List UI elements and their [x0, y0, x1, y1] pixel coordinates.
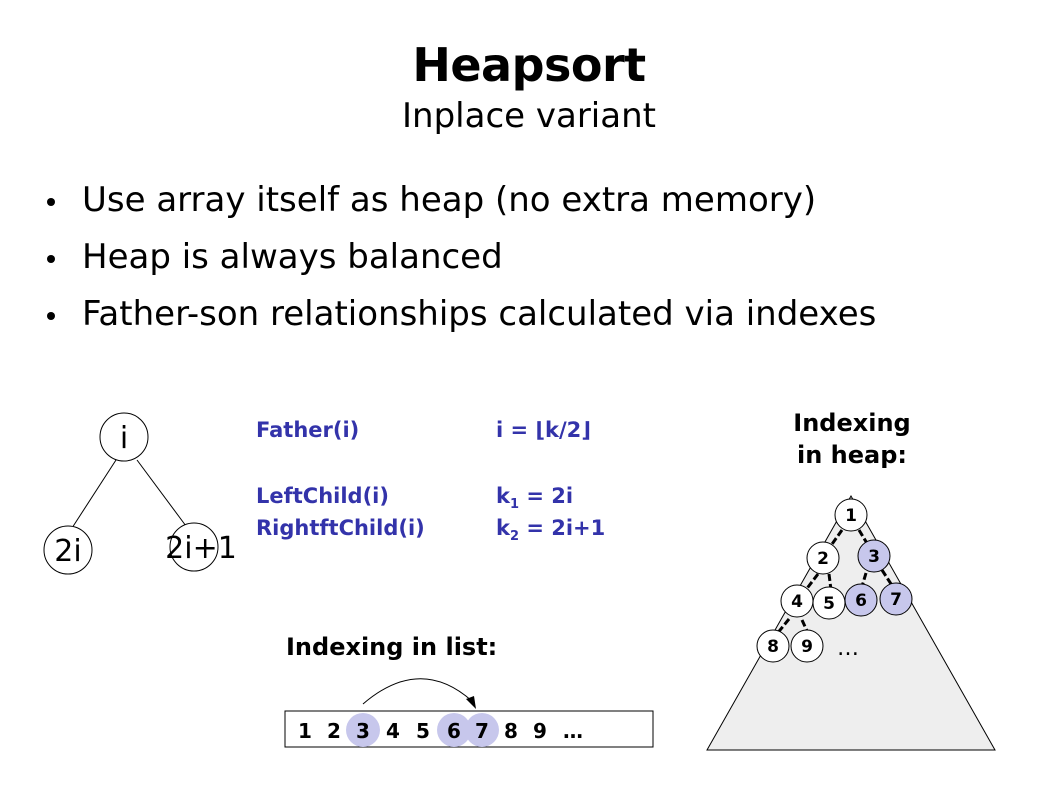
heap-node-8-label: 8 — [767, 637, 779, 657]
tree-node-right-label: 2i+1 — [165, 531, 237, 566]
bullet-item: Father-son relationships calculated via indexes — [44, 286, 876, 343]
bullet-item: Heap is always balanced — [44, 229, 876, 286]
formula-left-label: LeftChild(i) — [256, 484, 389, 508]
list-item-4: 4 — [386, 719, 400, 743]
list-item-9: 9 — [533, 719, 547, 743]
bullet-item: Use array itself as heap (no extra memory) — [44, 172, 876, 229]
slide-title: Heapsort — [412, 38, 646, 92]
heap-node-3-label: 3 — [868, 547, 880, 567]
slide-subtitle: Inplace variant — [402, 96, 656, 136]
formula-left-eq: $k_1 = 2i$ — [496, 484, 574, 513]
heap-node-7-label: 7 — [890, 590, 902, 610]
heap-node-1-label: 1 — [845, 506, 857, 526]
list-item-3: 3 — [356, 719, 370, 743]
tree-node-left-label: 2i — [54, 534, 82, 569]
list-arrow — [363, 679, 472, 704]
formula-father-label: Father(i) — [256, 418, 360, 442]
list-item-ellipsis: … — [563, 719, 583, 743]
list-item-2: 2 — [327, 719, 341, 743]
heap-node-5-label: 5 — [823, 594, 835, 614]
list-indexing-heading: Indexing in list: — [286, 633, 498, 661]
heap-triangle — [707, 496, 995, 750]
list-item-5: 5 — [416, 719, 430, 743]
formula-father-eq: i = ⌊k/2⌋ — [496, 418, 591, 442]
heap-node-9-label: 9 — [801, 637, 813, 657]
tree-edge-left — [72, 460, 116, 528]
heap-node-2-label: 2 — [817, 549, 829, 569]
list-item-1: 1 — [298, 719, 312, 743]
list-item-8: 8 — [504, 719, 518, 743]
heap-ellipsis: … — [837, 636, 859, 661]
formula-right-label: RightftChild(i) — [256, 516, 425, 540]
list-arrow-head-icon — [466, 696, 476, 709]
list-item-6: 6 — [447, 719, 461, 743]
formula-right-eq: $k_2 = 2i+1$ — [496, 516, 606, 545]
heap-indexing-heading: Indexing in heap: — [793, 409, 911, 469]
tree-node-root-label: i — [119, 421, 129, 456]
tree-edge-right — [137, 460, 186, 526]
heap-node-6-label: 6 — [855, 591, 867, 611]
list-item-7: 7 — [475, 719, 489, 743]
heap-node-4-label: 4 — [791, 592, 803, 612]
